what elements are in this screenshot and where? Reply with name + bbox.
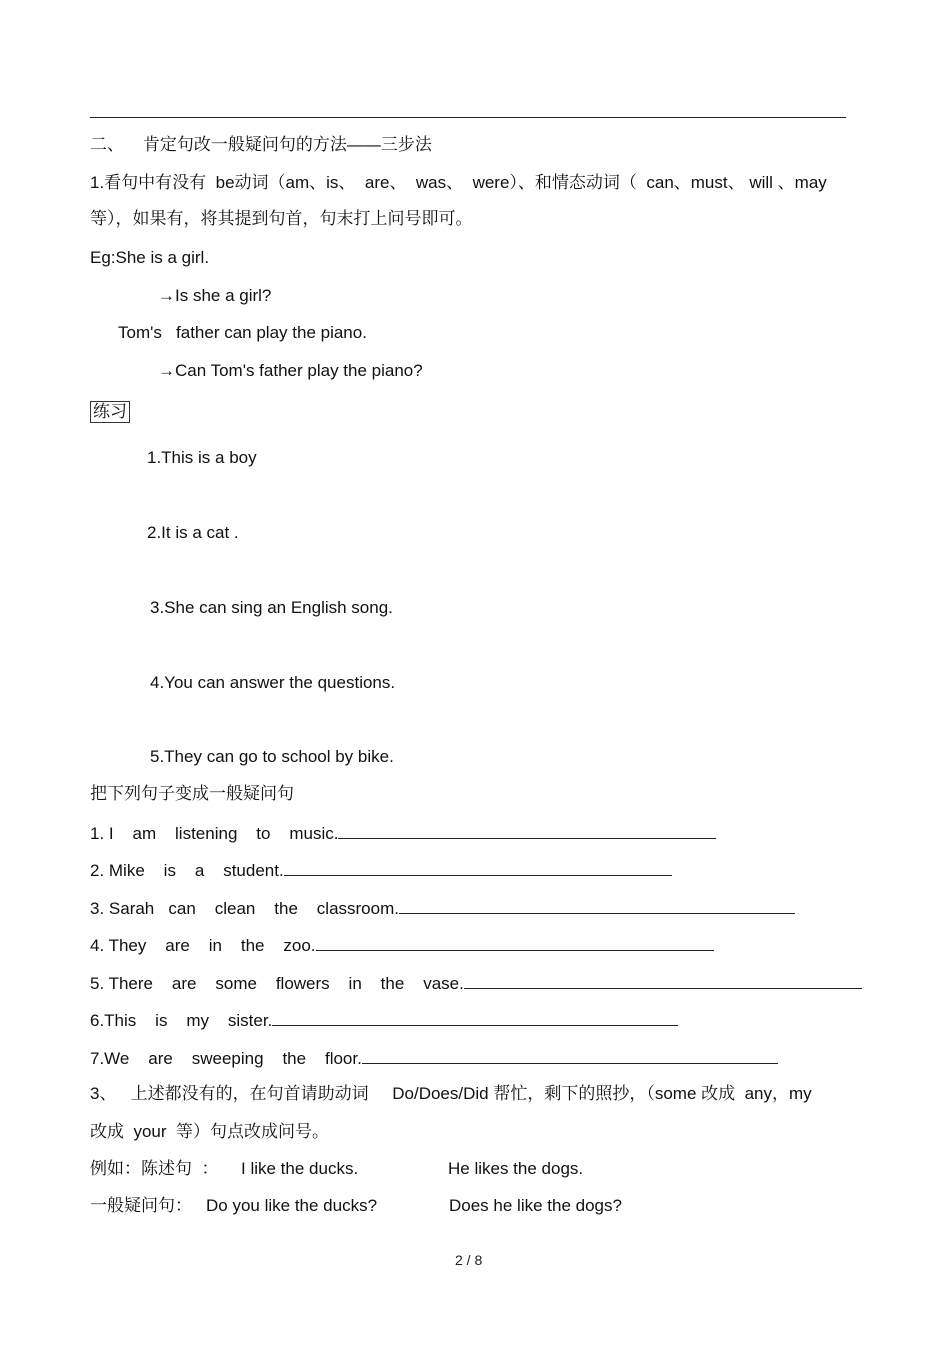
practice-item-5: 5.They can go to school by bike. (150, 747, 394, 766)
exercise-text: 2. Mike is a student. (90, 861, 284, 880)
exercise-2 (90, 859, 672, 882)
answer-blank[interactable] (362, 1047, 778, 1064)
example-answer-1: →Is she a girl? (158, 286, 272, 305)
exercise-4 (90, 934, 714, 957)
statement-example-a: I like the ducks. (241, 1159, 359, 1178)
answer-blank[interactable] (399, 897, 795, 914)
exercise-7 (90, 1047, 778, 1070)
practice-item-3: 3.She can sing an English song. (150, 598, 393, 617)
statement-label: 例如：陈述句 ： (90, 1159, 219, 1178)
rule3-line1: 3、 上述都没有的，在句首请助动词 Do/Does/Did 帮忙，剩下的照抄，（some 改成 any，my (90, 1084, 812, 1103)
rule1-line1: 1.看句中有没有 be动词（am、is、 are、 was、 were）、和情态动词（ can、must、 will 、may (90, 173, 827, 192)
answer-blank[interactable] (272, 1009, 678, 1026)
section-heading: 二、 肯定句改一般疑问句的方法——三步法 (90, 135, 432, 154)
answer-blank[interactable] (338, 822, 716, 839)
question-example-a: Do you like the ducks? (206, 1196, 378, 1215)
example-sentence-1: Eg:She is a girl. (90, 248, 210, 267)
rule1-line2: 等），如果有，将其提到句首，句末打上问号即可。 (90, 209, 473, 228)
answer-blank[interactable] (284, 859, 672, 876)
practice-item-1: 1.This is a boy (147, 448, 257, 467)
question-example-b: Does he like the dogs? (449, 1196, 622, 1215)
top-divider (90, 117, 846, 118)
exercise-3 (90, 897, 795, 920)
question-label: 一般疑问句： (90, 1196, 192, 1215)
answer-blank[interactable] (316, 934, 714, 951)
exercise-1 (90, 822, 716, 845)
statement-example-b: He likes the dogs. (448, 1159, 584, 1178)
example-sentence-2: Tom's father can play the piano. (118, 323, 367, 342)
exercise-6 (90, 1009, 678, 1032)
rule3-line2: 改成 your 等）句点改成问号。 (90, 1122, 329, 1141)
exercise-text: 1. I am listening to music. (90, 824, 339, 843)
exercise-text: 3. Sarah can clean the classroom. (90, 899, 399, 918)
exercise-text: 6.This is my sister. (90, 1011, 273, 1030)
practice-item-4: 4.You can answer the questions. (150, 673, 396, 692)
answer-blank[interactable] (464, 972, 862, 989)
page-number: 2 / 8 (455, 1252, 483, 1268)
exercise-title: 把下列句子变成一般疑问句 (90, 784, 294, 803)
exercise-text: 5. There are some flowers in the vase. (90, 974, 464, 993)
exercise-5 (90, 972, 862, 995)
practice-label: 练习 (90, 401, 130, 423)
exercise-text: 7.We are sweeping the floor. (90, 1049, 362, 1068)
practice-item-2: 2.It is a cat . (147, 523, 239, 542)
exercise-text: 4. They are in the zoo. (90, 936, 316, 955)
example-answer-2: →Can Tom's father play the piano? (158, 361, 423, 380)
